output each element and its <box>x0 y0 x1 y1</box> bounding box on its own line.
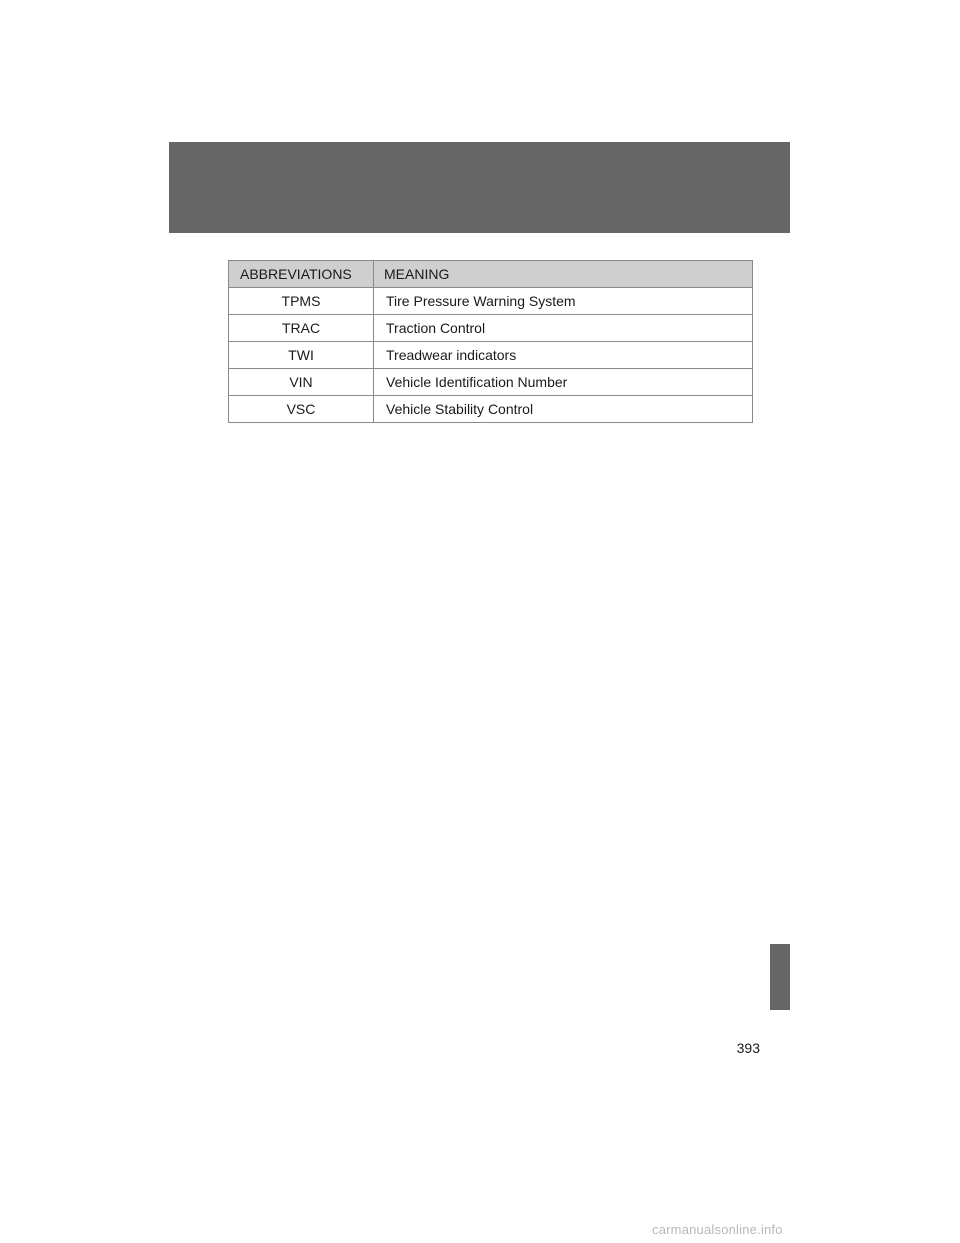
section-side-tab <box>770 944 790 1010</box>
table-row <box>229 288 753 315</box>
table-row <box>229 342 753 369</box>
meaning-cell: Traction Control <box>374 315 753 342</box>
abbreviation-cell: TRAC <box>229 315 374 342</box>
watermark: carmanualsonline.info <box>652 1222 783 1237</box>
abbreviations-table <box>228 260 753 423</box>
table-header-row <box>229 261 753 288</box>
meaning-cell: Vehicle Identification Number <box>374 369 753 396</box>
column-header-abbreviations: ABBREVIATIONS <box>229 261 374 288</box>
table-row <box>229 369 753 396</box>
abbreviation-cell: VSC <box>229 396 374 423</box>
meaning-cell: Vehicle Stability Control <box>374 396 753 423</box>
abbreviation-cell: VIN <box>229 369 374 396</box>
abbreviation-cell: TPMS <box>229 288 374 315</box>
column-header-meaning: MEANING <box>374 261 753 288</box>
page-number: 393 <box>736 1040 760 1056</box>
header-band <box>169 142 790 233</box>
abbreviation-cell: TWI <box>229 342 374 369</box>
meaning-cell: Tire Pressure Warning System <box>374 288 753 315</box>
table-row <box>229 396 753 423</box>
meaning-cell: Treadwear indicators <box>374 342 753 369</box>
table-row <box>229 315 753 342</box>
